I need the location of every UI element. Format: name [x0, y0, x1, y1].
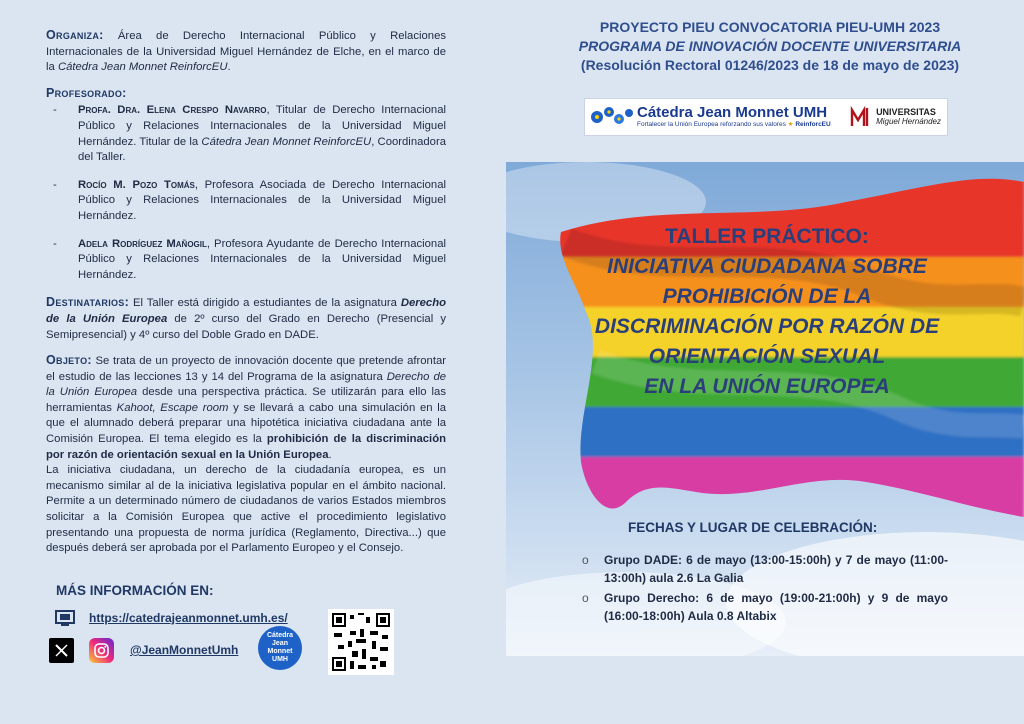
left-column	[46, 28, 446, 567]
objeto-label: Objeto:	[46, 353, 92, 368]
profesor-text: , Profesora Ayudante de Derecho Internacional Público y Relaciones Internacionales de la Universidad Miguel Hernández.	[78, 237, 446, 281]
profesor-tail: , Coordinadora del Taller.	[78, 135, 446, 164]
profesorado-section	[46, 86, 446, 284]
x-twitter-icon[interactable]	[49, 638, 74, 663]
taller-line5: ORIENTACIÓN SEXUAL	[648, 345, 886, 368]
taller-line1: TALLER PRÁCTICO:	[665, 225, 869, 248]
objeto-p1e: y se llevará a cabo una simulación en la que el alumnado deberá preparar una hipotética iniciativa ciudadana ante la Comisión Europea. El tema elegido es la	[46, 401, 447, 446]
objeto-p1c: desde una perspectiva práctica. Se utilizarán para ello las herramientas	[46, 386, 446, 414]
objeto-section	[46, 353, 446, 557]
destinatarios-section	[46, 295, 446, 343]
profesor-item	[78, 237, 446, 284]
umh-logo-icon	[850, 105, 872, 129]
badge-line: Cátedra	[266, 632, 294, 639]
fechas-title: FECHAS Y LUGAR DE CELEBRACIÓN:	[628, 520, 878, 535]
objeto-p1d: Kahoot, Escape room	[116, 401, 229, 414]
badge-line: Jean	[272, 640, 288, 647]
logo-tag: ReinforcEU	[795, 121, 831, 128]
monitor-icon	[54, 609, 76, 629]
logo-text: Cátedra Jean Monnet UMH Fortalecer la Unión Europea reforzando sus valores ★ ReinforcEU	[635, 105, 850, 129]
objeto-p2: La iniciativa ciudadana, un derecho de la ciudadanía europea, es un mecanismo similar al de la iniciativa legislativa popular en el ámbito nacional. Permite a un determinado número de ciudadanos de varios Estados miembros solicitar a la Comisión Europea que active el procedimiento legislativo presentando una propuesta de norma jurídica (Reglamento, Directiva...) que después deberá ser aprobada por el Parlamento Europeo y el Consejo.	[46, 464, 446, 555]
header-line3: (Resolución Rectoral 01246/2023 de 18 de mayo de 2023)	[580, 57, 960, 73]
profesorado-list	[46, 103, 446, 283]
organiza-section	[46, 28, 446, 76]
organiza-catedra: Cátedra Jean Monnet ReinforcEU	[57, 61, 228, 74]
objeto-p1a: Se trata de un proyecto de innovación docente que pretende afrontar el estudio de las lecciones 13 y 14 del Programa de la asignatura	[46, 355, 446, 383]
taller-line4: DISCRIMINACIÓN POR RAZÓN DE	[594, 315, 940, 338]
more-info-title: MÁS INFORMACIÓN EN:	[56, 583, 214, 598]
objeto-p1f: prohibición de la discriminación por razón de orientación sexual en la Unión Europea	[46, 433, 446, 461]
logo-title: Cátedra Jean Monnet UMH	[637, 104, 828, 121]
umh-text	[876, 107, 941, 127]
header-line1: PROYECTO PIEU CONVOCATORIA PIEU-UMH 2023	[599, 19, 941, 35]
taller-line2: INICIATIVA CIUDADANA SOBRE	[607, 255, 927, 278]
taller-title	[520, 222, 1014, 402]
destinatarios-text2: de 2º curso del Grado en Derecho (Presencial y Semipresencial) y 4º curso del Doble Grado en DADE.	[46, 312, 447, 341]
fechas-list	[582, 551, 948, 627]
profesor-name: Profa. Dra. Elena Crespo Navarro	[78, 104, 267, 117]
destinatarios-asignatura: Derecho de la Unión Europea	[46, 297, 447, 325]
organiza-end: .	[227, 61, 231, 74]
profesor-name: Adela Rodríguez Mañogil	[78, 237, 207, 250]
eu-stars-icon	[589, 102, 635, 132]
umh-line2: Miguel Hernández	[876, 117, 941, 126]
taller-line3: PROHIBICIÓN DE LA	[662, 285, 872, 308]
logo-subtitle: Fortalecer la Unión Europea reforzando sus valores	[637, 121, 786, 128]
fecha-item: o Grupo DADE: 6 de mayo (13:00-15:00h) y 7 de mayo (11:00-13:00h) aula 2.6 La Galia	[582, 551, 948, 587]
taller-line6: EN LA UNIÓN EUROPEA	[644, 375, 890, 398]
catedra-badge-logo	[258, 626, 302, 670]
social-handle-link[interactable]: @JeanMonnetUmh	[130, 643, 239, 657]
profesor-item	[78, 103, 446, 165]
profesor-name: Rocío M. Pozo Tomás	[78, 178, 195, 191]
catedra-logo-bar	[584, 98, 948, 136]
profesorado-label: Profesorado:	[46, 85, 127, 100]
instagram-icon[interactable]	[89, 638, 114, 663]
header-line2: PROGRAMA DE INNOVACIÓN DOCENTE UNIVERSITARIA	[578, 38, 962, 54]
fecha-item: o Grupo Derecho: 6 de mayo (19:00-21:00h) y 9 de mayo (16:00-18:00h) Aula 0.8 Altabix	[582, 589, 948, 625]
badge-line: Monnet	[267, 648, 293, 655]
objeto-p1g: .	[328, 448, 332, 461]
website-link[interactable]: https://catedrajeanmonnet.umh.es/	[89, 611, 288, 625]
objeto-p1b: Derecho de la Unión Europea	[46, 370, 447, 399]
profesor-text: , Profesora Asociada de Derecho Internacional Público y Relaciones Internacionales de la Universidad Miguel Hernández.	[78, 178, 446, 222]
destinatarios-text1: El Taller está dirigido a estudiantes de la asignatura	[132, 297, 397, 310]
project-header	[520, 18, 1020, 75]
organiza-text: Área de Derecho Internacional Público y Relaciones Internacionales de la Universidad Miguel Hernández de Elche, en el marco de la	[46, 30, 446, 74]
destinatarios-label: Destinatarios:	[46, 295, 130, 310]
profesor-ital: Cátedra Jean Monnet ReinforcEU	[201, 135, 372, 148]
umh-line1: UNIVERSITAS	[876, 107, 936, 117]
organiza-label: Organiza:	[46, 28, 104, 42]
qr-code-icon[interactable]	[328, 609, 394, 675]
badge-line: UMH	[272, 656, 288, 663]
profesor-item	[78, 178, 446, 225]
profesor-text: , Titular de Derecho Internacional Público y Relaciones Internacionales de la Universidad Miguel Hernández. Titular de la	[78, 104, 446, 148]
